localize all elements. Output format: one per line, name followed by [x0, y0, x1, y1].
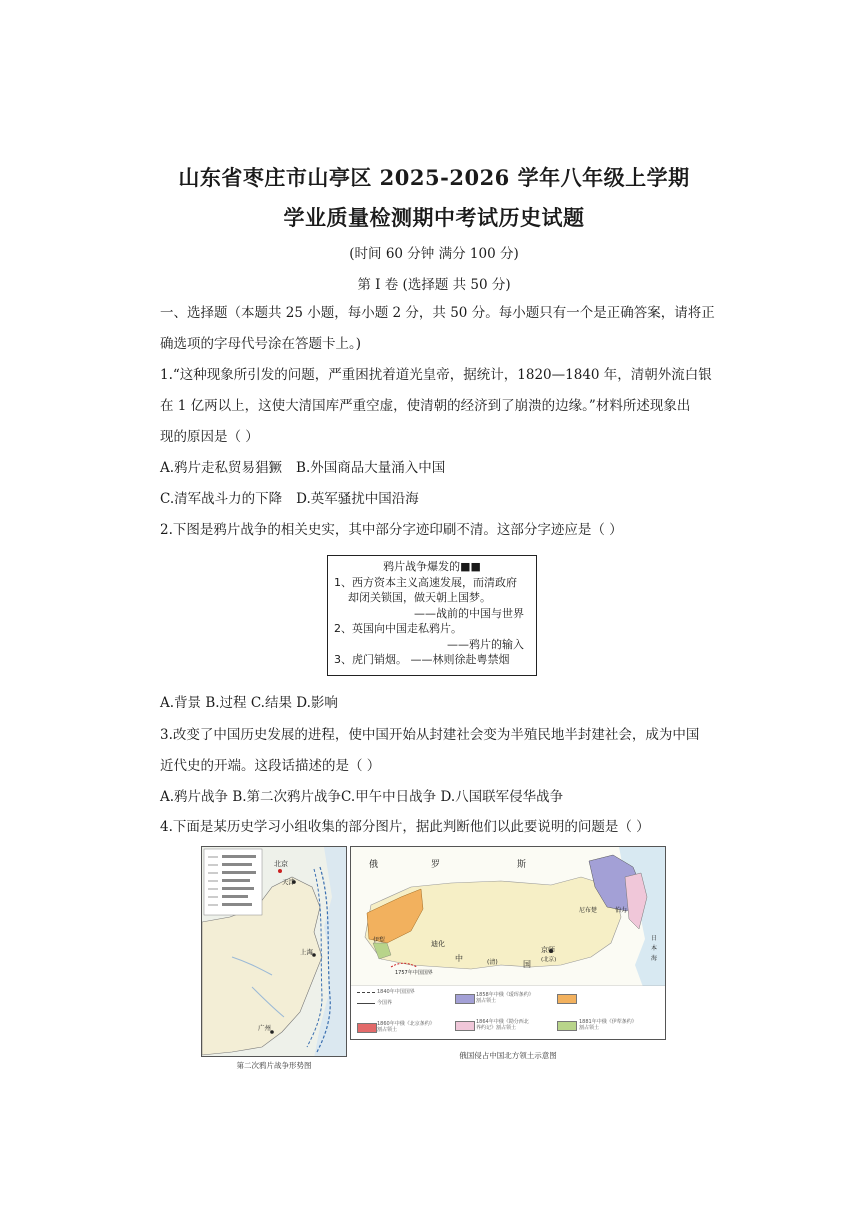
legend-aigun-treaty: 1858年中俄《瑷珲条约》割占领土 [476, 992, 532, 1004]
opium-box-item2b: ——鸦片的输入 [447, 637, 524, 651]
map2-label-beijing: (北京) [541, 957, 557, 963]
opium-war-box [327, 555, 537, 676]
legend-swatch-red [357, 1023, 377, 1033]
map1-label-tianjin: 天津 [282, 878, 295, 886]
q1-options-row1 [160, 453, 712, 484]
legend-kanfen-treaty: 1864年中俄《勘分西北界约记》割占领土 [476, 1019, 529, 1031]
q2-stem [160, 515, 712, 546]
legend-1840-border: 1840年中国国界 [377, 989, 415, 995]
map2-label-boli: 伯力 [615, 907, 628, 914]
legend-swatch-1840 [357, 992, 375, 993]
map2-label-border1757: 1757年中国国界 [395, 970, 433, 976]
legend-swatch-pink [455, 1021, 475, 1031]
map2-label-e: 俄 [369, 860, 379, 870]
map2-label-qing: (清) [487, 959, 498, 966]
q1-option-b[interactable]: B.外国商品大量涌入中国 [296, 460, 446, 476]
q1-option-c[interactable]: C.清军战斗力的下降 [160, 491, 283, 507]
map1-graphic [202, 847, 347, 1057]
q3-stem-line2: 近代史的开端。这段话描述的是（ ） [160, 758, 381, 774]
legend-beijing-treaty: 1860年中俄《北京条约》割占领土 [377, 1021, 433, 1033]
map2-label-zhong: 中 [455, 954, 463, 963]
map2-label-jingshi: 京师 [541, 946, 555, 954]
q4-stem-text: 4.下面是某历史学习小组收集的部分图片，据此判断他们以此要说明的问题是（ ） [160, 819, 650, 835]
map2-label-luo: 罗 [431, 860, 441, 870]
legend-swatch-current [357, 1003, 375, 1004]
q2-options [160, 688, 712, 719]
q1-stem-line3: 现的原因是（ ） [160, 429, 259, 445]
question-1 [160, 360, 712, 515]
map2-label-dihua: 迪化 [431, 940, 445, 948]
map2-graphic [351, 847, 666, 1040]
q1-stem-line2: 在 1 亿两以上，这使大清国库严重空虚，使清朝的经济到了崩溃的边缘。”材料所述现象出 [160, 398, 691, 414]
map1-label-guangzhou: 广州 [258, 1024, 271, 1032]
opium-box-item1b: 却闭关锁国，做天朝上国梦。 [348, 591, 491, 604]
opium-box-title: 鸦片战争爆发的■■ [383, 560, 481, 573]
legend-swatch-purple [455, 994, 475, 1004]
map1-label-shanghai: 上海 [300, 948, 313, 956]
q1-option-d[interactable]: D.英军骚扰中国沿海 [296, 491, 419, 507]
section-title: 第 I 卷 (选择题 共 50 分) [357, 277, 511, 293]
exam-title-line1: 山东省枣庄市山亭区 2025-2026 学年八年级上学期 [178, 165, 690, 190]
map2-label-si: 斯 [517, 860, 527, 870]
exam-info: (时间 60 分钟 满分 100 分) [349, 246, 519, 262]
legend-swatch-green [557, 1021, 577, 1031]
map2-label-ri: 日 [651, 935, 658, 942]
map2-label-hai: 海 [651, 955, 658, 962]
q1-stem-line1: 1.“这种现象所引发的问题，严重困扰着道光皇帝，据统计，1820—1840 年，清朝外流白银 [160, 367, 712, 383]
map1-label-beijing: 北京 [274, 860, 288, 868]
q3-options[interactable]: A.鸦片战争 B.第二次鸦片战争C.甲午中日战争 D.八国联军侵华战争 [160, 789, 564, 805]
question-3 [160, 720, 712, 813]
legend-current-border: 今国界 [377, 1000, 393, 1006]
legend-swatch-orange [557, 994, 577, 1004]
q4-stem [160, 812, 712, 843]
opium-box-item3: 3、虎门销烟。 ——林则徐赴粤禁烟 [334, 653, 510, 666]
instructions-line1: 一、选择题（本题共 25 小题，每小题 2 分，共 50 分。每小题只有一个是正确答案，请将正 [160, 305, 715, 321]
map2-label-guo: 国 [523, 960, 531, 969]
legend-ili-treaty: 1881年中俄《伊犁条约》割占领土 [579, 1019, 635, 1031]
q3-stem-line1: 3.改变了中国历史发展的进程，使中国开始从封建社会变为半殖民地半封建社会，成为中国 [160, 727, 700, 743]
map2-label-yili: 伊犁 [373, 937, 386, 944]
q1-options-row2 [160, 484, 712, 515]
map2-label-ben: 本 [651, 945, 658, 952]
q2-options-text[interactable]: A.背景 B.过程 C.结果 D.影响 [160, 695, 338, 711]
opium-box-item1a: 1、西方资本主义高速发展，而清政府 [334, 575, 517, 589]
russia-occupation-map [350, 846, 666, 1040]
q2-stem-text: 2.下图是鸦片战争的相关史实，其中部分字迹印刷不清。这部分字迹应是（ ） [160, 522, 623, 538]
map1-caption: 第二次鸦片战争形势图 [236, 1061, 312, 1070]
map2-label-nibuchu: 尼布楚 [579, 907, 598, 914]
q1-option-a[interactable]: A.鸦片走私贸易猖獗 [160, 460, 283, 476]
instructions [160, 298, 715, 360]
map2-caption: 俄国侵占中国北方领土示意图 [459, 1051, 557, 1060]
instructions-line2: 确选项的字母代号涂在答题卡上。) [160, 336, 362, 352]
opium-box-item1c: ——战前的中国与世界 [414, 606, 524, 620]
exam-title-line2: 学业质量检测期中考试历史试题 [283, 205, 585, 230]
second-opium-war-map [201, 846, 347, 1057]
opium-box-item2a: 2、英国向中国走私鸦片。 [334, 622, 462, 635]
